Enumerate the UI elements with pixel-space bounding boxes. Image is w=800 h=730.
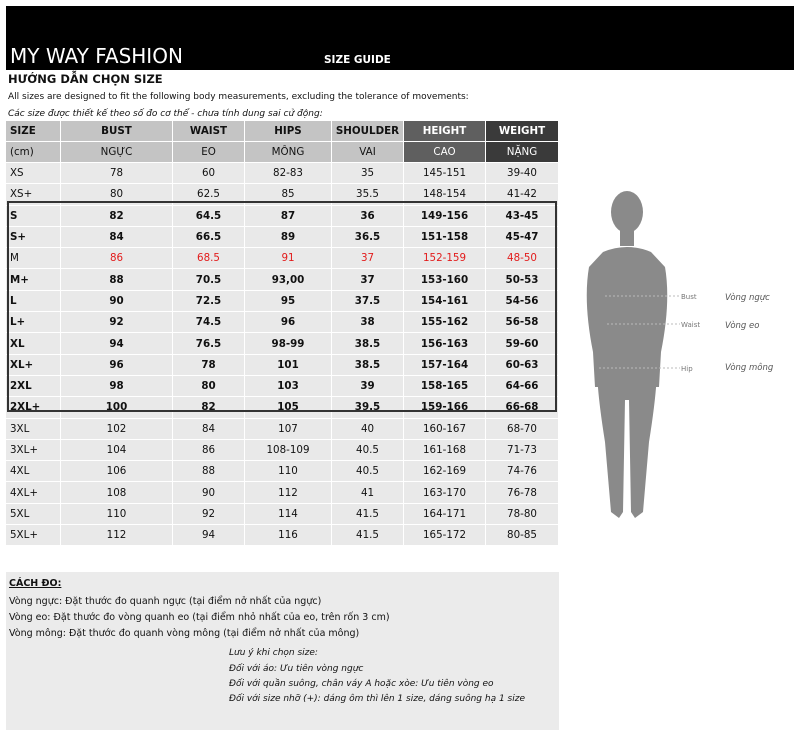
bust-cell: 82 [61, 206, 173, 227]
waist-cell: 76.5 [173, 333, 245, 354]
notes-title: CÁCH ĐO: [9, 578, 62, 589]
table-row [6, 482, 559, 503]
shoulder-cell: 36.5 [332, 227, 404, 248]
hips-cell: 103 [245, 376, 332, 397]
bust-cell: 98 [61, 376, 173, 397]
size-cell: 5XL+ [6, 525, 61, 546]
size-cell: XS [6, 163, 61, 184]
bust-label-vi: Vòng ngực [725, 293, 770, 303]
size-cell: L [6, 291, 61, 312]
hips-cell: 93,00 [245, 269, 332, 290]
shoulder-cell: 37 [332, 269, 404, 290]
height-cell: 161-168 [404, 440, 486, 461]
waist-cell: 62.5 [173, 184, 245, 205]
size-guide-label: SIZE GUIDE [324, 54, 391, 66]
height-cell: 160-167 [404, 419, 486, 440]
hips-cell: 110 [245, 461, 332, 482]
shoulder-cell: 41.5 [332, 504, 404, 525]
hips-cell: 95 [245, 291, 332, 312]
hips-cell: 112 [245, 482, 332, 503]
weight-cell: 59-60 [486, 333, 559, 354]
hips-cell: 101 [245, 355, 332, 376]
table-row [6, 184, 559, 205]
table-row [6, 312, 559, 333]
size-cell: 2XL+ [6, 397, 61, 418]
waist-cell: 82 [173, 397, 245, 418]
hips-cell: 107 [245, 419, 332, 440]
weight-cell: 66-68 [486, 397, 559, 418]
shoulder-cell: 37.5 [332, 291, 404, 312]
shoulder-cell: 40 [332, 419, 404, 440]
table-row [6, 419, 559, 440]
header-row [6, 121, 559, 142]
header-shoulder: SHOULDER [332, 121, 404, 142]
table-row [6, 206, 559, 227]
waist-cell: 78 [173, 355, 245, 376]
shoulder-cell: 35 [332, 163, 404, 184]
header-size: SIZE [6, 121, 61, 142]
shoulder-cell: 37 [332, 248, 404, 269]
table-row [6, 376, 559, 397]
tip-plus-size: Đối với size nhỡ (+): dáng ôm thì lên 1 size, dáng suông hạ 1 size [229, 694, 525, 704]
size-cell: 3XL+ [6, 440, 61, 461]
waist-cell: 90 [173, 482, 245, 503]
bust-cell: 106 [61, 461, 173, 482]
table-row [6, 525, 559, 546]
height-cell: 164-171 [404, 504, 486, 525]
hips-cell: 116 [245, 525, 332, 546]
subheader-waist: EO [173, 142, 245, 163]
size-cell: S+ [6, 227, 61, 248]
bust-cell: 90 [61, 291, 173, 312]
shoulder-cell: 40.5 [332, 440, 404, 461]
weight-cell: 48-50 [486, 248, 559, 269]
size-cell: L+ [6, 312, 61, 333]
weight-cell: 76-78 [486, 482, 559, 503]
hips-cell: 82-83 [245, 163, 332, 184]
hips-cell: 108-109 [245, 440, 332, 461]
bust-cell: 88 [61, 269, 173, 290]
shoulder-cell: 41.5 [332, 525, 404, 546]
weight-cell: 68-70 [486, 419, 559, 440]
weight-cell: 43-45 [486, 206, 559, 227]
waist-cell: 74.5 [173, 312, 245, 333]
hips-cell: 98-99 [245, 333, 332, 354]
silhouette-icon [587, 191, 668, 518]
bust-cell: 104 [61, 440, 173, 461]
note-bust: Vòng ngực: Đặt thước đo quanh ngực (tại điểm nở nhất của ngực) [9, 596, 322, 607]
header-bar [6, 6, 794, 70]
bust-cell: 112 [61, 525, 173, 546]
shoulder-cell: 39 [332, 376, 404, 397]
subheader-row [6, 142, 559, 163]
waist-cell: 70.5 [173, 269, 245, 290]
hips-cell: 91 [245, 248, 332, 269]
bust-cell: 110 [61, 504, 173, 525]
height-cell: 152-159 [404, 248, 486, 269]
subheader-hips: MÔNG [245, 142, 332, 163]
table-row [6, 333, 559, 354]
note-hip: Vòng mông: Đặt thước đo quanh vòng mông (tại điểm nở nhất của mông) [9, 628, 360, 639]
waist-label-vi: Vòng eo [725, 321, 760, 331]
hips-cell: 85 [245, 184, 332, 205]
weight-cell: 50-53 [486, 269, 559, 290]
shoulder-cell: 38.5 [332, 333, 404, 354]
size-cell: 2XL [6, 376, 61, 397]
bust-cell: 78 [61, 163, 173, 184]
height-cell: 155-162 [404, 312, 486, 333]
shoulder-cell: 38.5 [332, 355, 404, 376]
intro-english: All sizes are designed to fit the following body measurements, excluding the tolerance of movements: [8, 92, 469, 102]
bust-label-en: Bust [681, 293, 697, 301]
tip-bottom: Đối với quần suông, chân váy A hoặc xòe: Ưu tiên vòng eo [229, 679, 494, 689]
shoulder-cell: 35.5 [332, 184, 404, 205]
header-bust: BUST [61, 121, 173, 142]
hip-label-vi: Vòng mông [725, 363, 774, 373]
bust-cell: 84 [61, 227, 173, 248]
weight-cell: 71-73 [486, 440, 559, 461]
weight-cell: 80-85 [486, 525, 559, 546]
waist-cell: 60 [173, 163, 245, 184]
bust-cell: 102 [61, 419, 173, 440]
shoulder-cell: 39.5 [332, 397, 404, 418]
table-row [6, 227, 559, 248]
height-cell: 148-154 [404, 184, 486, 205]
bust-cell: 92 [61, 312, 173, 333]
header-waist: WAIST [173, 121, 245, 142]
height-cell: 159-166 [404, 397, 486, 418]
height-cell: 149-156 [404, 206, 486, 227]
size-cell: S [6, 206, 61, 227]
height-cell: 157-164 [404, 355, 486, 376]
weight-cell: 60-63 [486, 355, 559, 376]
measurement-notes [6, 572, 559, 730]
size-cell: XL [6, 333, 61, 354]
waist-cell: 94 [173, 525, 245, 546]
waist-cell: 66.5 [173, 227, 245, 248]
bust-cell: 108 [61, 482, 173, 503]
tip-top: Đối với áo: Ưu tiên vòng ngực [229, 664, 364, 674]
table-row [6, 355, 559, 376]
waist-cell: 86 [173, 440, 245, 461]
waist-cell: 68.5 [173, 248, 245, 269]
height-cell: 165-172 [404, 525, 486, 546]
bust-cell: 86 [61, 248, 173, 269]
tip-title: Lưu ý khi chọn size: [229, 648, 318, 658]
size-cell: 4XL [6, 461, 61, 482]
subheader-shoulder: VAI [332, 142, 404, 163]
waist-cell: 72.5 [173, 291, 245, 312]
table-row [6, 461, 559, 482]
header-hips: HIPS [245, 121, 332, 142]
size-cell: M [6, 248, 61, 269]
table-row [6, 163, 559, 184]
brand-title: MY WAY FASHION [10, 44, 183, 68]
waist-cell: 84 [173, 419, 245, 440]
bust-cell: 94 [61, 333, 173, 354]
weight-cell: 39-40 [486, 163, 559, 184]
height-cell: 162-169 [404, 461, 486, 482]
subheader-bust: NGỰC [61, 142, 173, 163]
subheader-weight: NẶNG [486, 142, 559, 163]
weight-cell: 64-66 [486, 376, 559, 397]
size-table [6, 121, 559, 546]
waist-cell: 92 [173, 504, 245, 525]
subheader-unit: (cm) [6, 142, 61, 163]
height-cell: 154-161 [404, 291, 486, 312]
shoulder-cell: 38 [332, 312, 404, 333]
hips-cell: 105 [245, 397, 332, 418]
height-cell: 163-170 [404, 482, 486, 503]
bust-cell: 100 [61, 397, 173, 418]
intro-vietnamese: Các size được thiết kế theo số đo cơ thể - chưa tính dung sai cử động: [8, 109, 323, 119]
weight-cell: 41-42 [486, 184, 559, 205]
size-cell: XS+ [6, 184, 61, 205]
table-row [6, 440, 559, 461]
size-cell: 5XL [6, 504, 61, 525]
weight-cell: 78-80 [486, 504, 559, 525]
note-waist: Vòng eo: Đặt thước đo vòng quanh eo (tại điểm nhỏ nhất của eo, trên rốn 3 cm) [9, 612, 390, 623]
hips-cell: 87 [245, 206, 332, 227]
hips-cell: 114 [245, 504, 332, 525]
table-row [6, 269, 559, 290]
table-row [6, 397, 559, 418]
weight-cell: 45-47 [486, 227, 559, 248]
subheader-height: CAO [404, 142, 486, 163]
table-row [6, 291, 559, 312]
height-cell: 156-163 [404, 333, 486, 354]
hips-cell: 89 [245, 227, 332, 248]
size-cell: 3XL [6, 419, 61, 440]
size-cell: M+ [6, 269, 61, 290]
guide-title: HƯỚNG DẪN CHỌN SIZE [8, 72, 163, 86]
waist-cell: 64.5 [173, 206, 245, 227]
height-cell: 151-158 [404, 227, 486, 248]
body-figure-illustration [585, 182, 785, 534]
table-row [6, 504, 559, 525]
height-cell: 153-160 [404, 269, 486, 290]
size-cell: 4XL+ [6, 482, 61, 503]
weight-cell: 56-58 [486, 312, 559, 333]
waist-cell: 80 [173, 376, 245, 397]
bust-cell: 96 [61, 355, 173, 376]
shoulder-cell: 40.5 [332, 461, 404, 482]
waist-cell: 88 [173, 461, 245, 482]
header-height: HEIGHT [404, 121, 486, 142]
bust-cell: 80 [61, 184, 173, 205]
height-cell: 145-151 [404, 163, 486, 184]
height-cell: 158-165 [404, 376, 486, 397]
weight-cell: 74-76 [486, 461, 559, 482]
size-cell: XL+ [6, 355, 61, 376]
shoulder-cell: 41 [332, 482, 404, 503]
waist-label-en: Waist [681, 321, 701, 329]
hips-cell: 96 [245, 312, 332, 333]
weight-cell: 54-56 [486, 291, 559, 312]
hip-label-en: Hip [681, 365, 693, 373]
table-row-highlighted [6, 248, 559, 269]
header-weight: WEIGHT [486, 121, 559, 142]
shoulder-cell: 36 [332, 206, 404, 227]
